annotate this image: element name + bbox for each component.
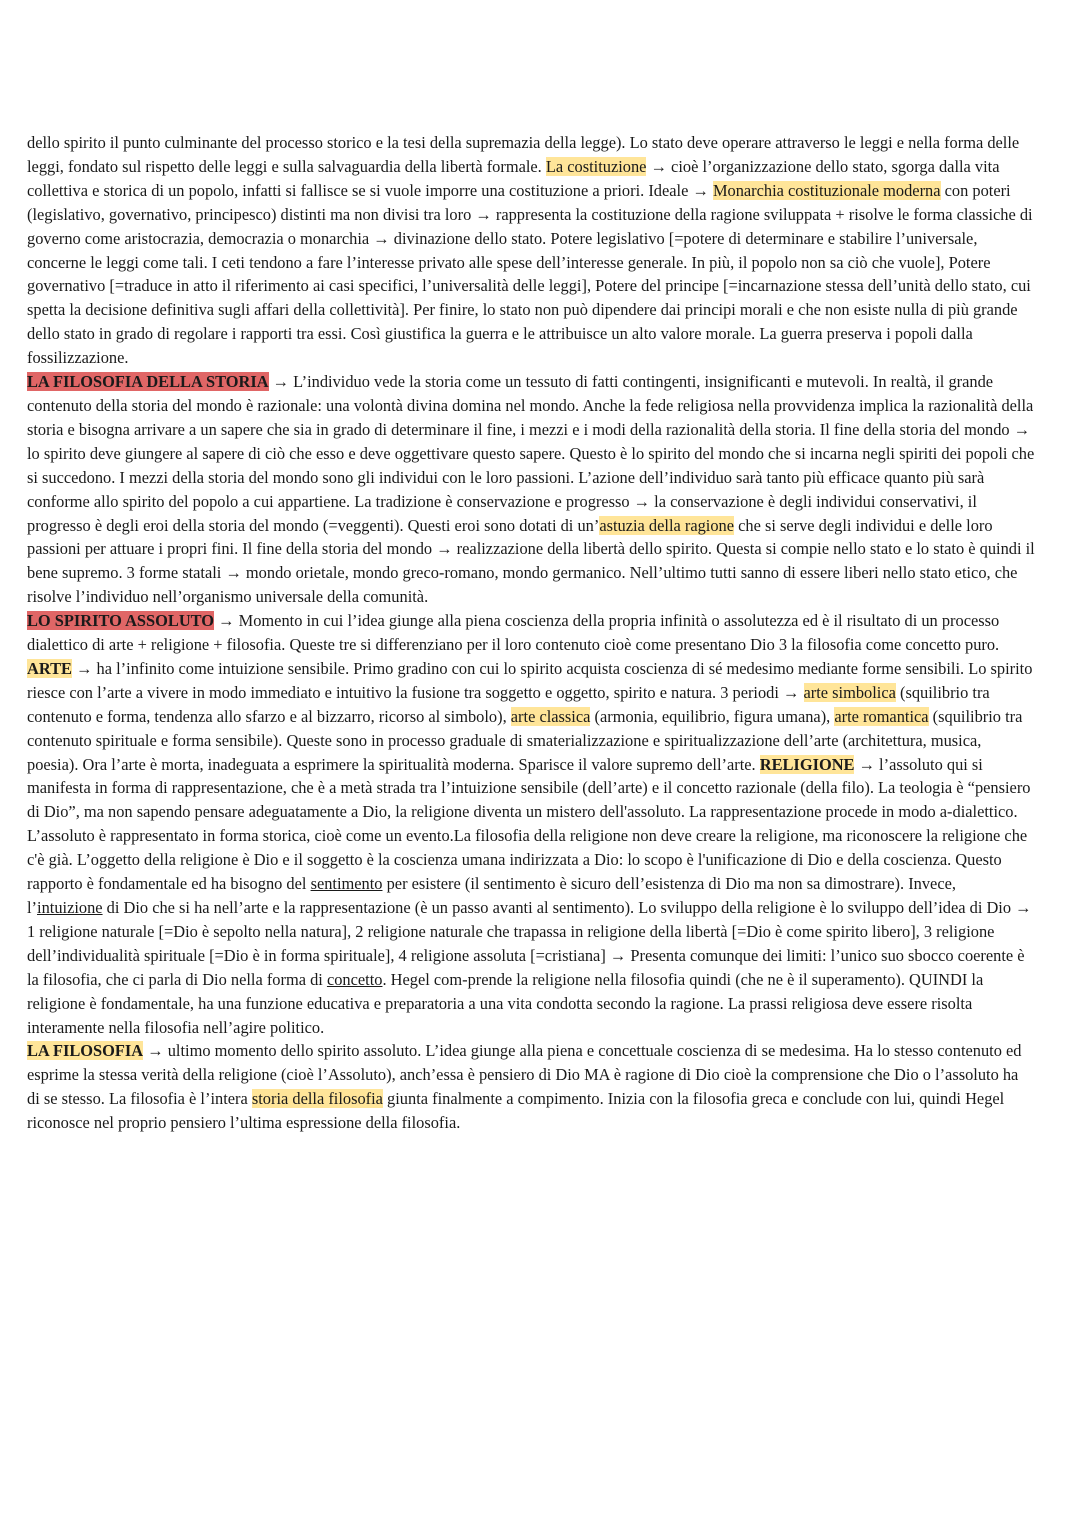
- highlight-arte-classica: arte classica: [510, 706, 591, 726]
- paragraph-state: [27, 131, 1035, 370]
- text-run: → cioè l’organizzazione dello stato, sgorga dalla vita collettiva e storica di un popolo, infatti si fallisce se si vuole imporre una costituzione a priori. Ideale →: [27, 156, 1000, 200]
- text-run: per esistere (il sentimento è sicuro dell’esistenza di Dio ma non sa dimostrare). Invece, l’: [27, 874, 956, 917]
- text-run: → ha l’infinito come intuizione sensibile. Primo gradino con cui lo spirito acquista coscienza di sé medesimo mediante forme sensibili. Lo spirito riesce con l’arte a vivere in modo immediato e intuitivo la fusione tra soggetto e oggetto, spirito e natura. 3 periodi →: [27, 658, 1033, 702]
- heading-arte: ARTE: [27, 658, 72, 678]
- underline-intuizione: intuizione: [37, 898, 103, 917]
- text-run: che si serve degli individui e delle loro passioni per attuare i propri fini. Il fine della storia del mondo → realizzazione della libertà dello spirito. Questa si compie nello stato e lo stato è quindi il bene supremo. 3 forme statali → mondo orietale, mondo greco-romano, mondo germanico. Nell’ultimo tutti sanno di essere liberi nello stato etico, che risolve l’individuo nell’organismo universale della comunità.: [27, 515, 1035, 607]
- paragraph-filosofia-della-storia: [27, 370, 1035, 609]
- highlight-storia-della-filosofia: storia della filosofia: [251, 1089, 383, 1109]
- heading-spirito-assoluto: LO SPIRITO ASSOLUTO: [27, 611, 215, 631]
- heading-religione: RELIGIONE: [759, 754, 855, 774]
- highlight-arte-simbolica: arte simbolica: [803, 682, 896, 702]
- text-run: di Dio che si ha nell’arte e la rappresentazione (è un passo avanti al sentimento). Lo sviluppo della religione è lo sviluppo dell’idea di Dio → 1 religione naturale [=Dio è sepolto nella natura], 2 religione naturale che trapassa in religione della libertà [=Dio è come spirito libero], 3 religione dell’individualità spirituale [=Dio è in forma spirituale], 4 religione assoluta [=cristiana] → Presenta comunque dei limiti: l’unico suo sbocco coerente è la filosofia, che ci parla di Dio nella forma di: [27, 898, 1032, 989]
- paragraph-spirito-assoluto: [27, 609, 1035, 657]
- text-run: . Hegel com-prende la religione nella filosofia quindi (che ne è il superamento). QUINDI la religione è fondamentale, ha una funzione educativa e preparatoria a una vita condotta secondo la ragione. La prassi religiosa deve essere risolta interamente nella filosofia nell’agire politico.: [27, 969, 984, 1037]
- text-run: → L’individuo vede la storia come un tessuto di fatti contingenti, insignificanti e mutevoli. In realtà, il grande contenuto della storia del mondo è razionale: una volontà divina domina nel mondo. Anche la fede religiosa nella provvidenza implica la razionalità della storia e bisogna arrivare a un sapere che sia in grado di determinare il fine, i mezzi e i modi della razionalità della storia. Il fine della storia del mondo → lo spirito deve giungere al sapere di ciò che esso e deve oggettivare questo sapere. Questo è lo spirito del mondo che si incarna negli spiriti dei popoli che si succedono. I mezzi della storia del mondo sono gli individui con le loro passioni. L’azione dell’individuo sarà tanto più efficace quanto più sarà conforme allo spirito del popolo a cui appartiene. La tradizione è conservazione e progresso → la conservazione è degli individui conservativi, il progresso è degli eroi della storia del mondo (=veggenti). Questi eroi sono dotati di un’: [27, 372, 1035, 535]
- paragraph-arte-religione: [27, 657, 1035, 1040]
- text-run: (squilibrio tra contenuto spirituale e forma sensibile). Queste sono in processo graduale di smaterializzazione e spiritualizzazione dell’arte (architettura, musica, poesia). Ora l’arte è morta, inadeguata a esprimere la spiritualità moderna. Sparisce il valore supremo dell’arte.: [27, 706, 1023, 774]
- text-run: con poteri (legislativo, governativo, principesco) distinti ma non divisi tra loro → rappresenta la costituzione della ragione sviluppata + risolve le forma classiche di governo come aristocrazia, democrazia o monarchia → divinazione dello stato. Potere legislativo [=potere di determinare e stabilire l’universale, concerne le leggi come tali. I ceti tendono a fare l’interesse privato alle spese dell’interesse generale. In più, il popolo non sa ciò che vuole], Potere governativo [=traduce in atto il riferimento ai casi specifici, l’universalità delle leggi], Potere del principe [=incarnazione stessa dell’unità dello stato, cui spetta la decisione definitiva sugli affari della collettività]. Per finire, lo stato non può dipendere dai principi morali e che non esiste nulla di più grande dello stato in grado di regolare i rapporti tra essi. Così giustifica la guerra e le attribuisce un alto valore morale. La guerra preserva i popoli dalla fossilizzazione.: [27, 180, 1033, 368]
- highlight-arte-romantica: arte romantica: [834, 706, 929, 726]
- text-run: → l’assoluto qui si manifesta in forma di rappresentazione, che è a metà strada tra l’intuizione sensibile (dell’arte) e il concetto razionale (della filo). La teologia è “pensiero di Dio”, ma non sapendo pensare adeguatamente a Dio, la religione diventa un mistero dell'assoluto. La rappresentazione procede in modo a-dialettico. L’assoluto è rappresentato in forma storica, cioè come un evento.La filosofia della religione non deve creare la religione, ma riconoscere la religione che c'è già. L’oggetto della religione è Dio e il soggetto è la coscienza umana indirizzata a Dio: lo scopo è l'unificazione di Dio e della coscienza. Questo rapporto è fondamentale ed ha bisogno del: [27, 754, 1031, 894]
- text-run: (armonia, equilibrio, figura umana),: [590, 706, 835, 726]
- highlight-monarchia-costituzionale: Monarchia costituzionale moderna: [712, 180, 941, 200]
- text-run: dello spirito il punto culminante del processo storico e la tesi della supremazia della legge). Lo stato deve operare attraverso le leggi e nella forma delle leggi, fondato sul rispetto delle leggi e sulla salvaguardia della libertà formale.: [27, 133, 1020, 176]
- text-run: → Momento in cui l’idea giunge alla piena coscienza della propria infinità o assolutezza ed è il risultato di un processo dialettico di arte + religione + filosofia. Queste tre si differenziano per il loro contenuto cioè come presentano Dio 3 la filosofia come concetto puro.: [27, 611, 1000, 655]
- text-run: → ultimo momento dello spirito assoluto. L’idea giunge alla piena e concettuale coscienza di se medesima. Ha lo stesso contenuto ed esprime la stessa verità della religione (cioè l’Assoluto), anch’essa è pensiero di Dio MA è ragione di Dio cioè la comprensione che Dio o l’assoluto ha di se stesso. La filosofia è l’intera: [27, 1041, 1022, 1109]
- highlight-la-costituzione: La costituzione: [545, 156, 647, 176]
- highlight-astuzia-della-ragione: astuzia della ragione: [599, 515, 735, 535]
- text-run: (squilibrio tra contenuto e forma, tendenza allo sfarzo e al bizzarro, ricorso al simbolo),: [27, 682, 990, 726]
- underline-sentimento: sentimento: [310, 874, 383, 894]
- heading-la-filosofia: LA FILOSOFIA: [27, 1041, 144, 1061]
- text-run: giunta finalmente a compimento. Inizia con la filosofia greca e conclude con lui, quindi Hegel riconosce nel proprio pensiero l’ultima espressione della filosofia.: [27, 1089, 1005, 1133]
- document-page: [27, 131, 1035, 1135]
- heading-filosofia-della-storia: LA FILOSOFIA DELLA STORIA: [27, 372, 269, 392]
- paragraph-filosofia: [27, 1039, 1035, 1135]
- underline-concetto: concetto: [326, 969, 383, 989]
